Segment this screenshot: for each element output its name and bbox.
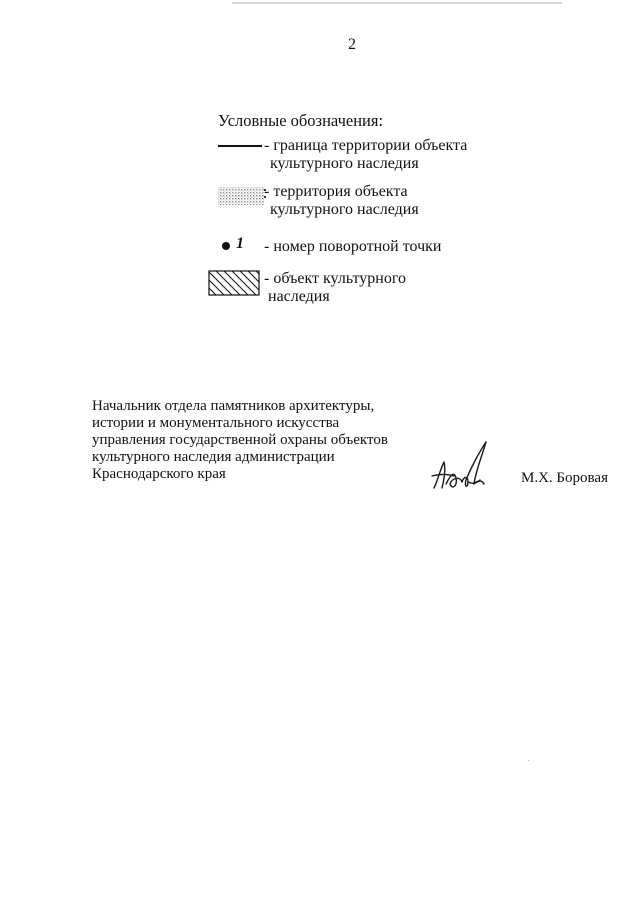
page-number: 2 bbox=[348, 36, 356, 53]
handwritten-signature bbox=[428, 440, 500, 501]
legend-text-line: культурного наследия bbox=[270, 201, 419, 218]
signatory-position bbox=[92, 398, 388, 483]
signatory-position-line: управления государственной охраны объектов bbox=[92, 432, 388, 448]
legend-item-heritage-object bbox=[208, 270, 508, 310]
legend-item-boundary bbox=[208, 137, 508, 177]
legend-text-line: культурного наследия bbox=[270, 155, 419, 172]
scan-speck bbox=[528, 760, 529, 761]
legend-item-turning-point bbox=[208, 235, 508, 260]
signatory-position-line: Начальник отдела памятников архитектуры, bbox=[92, 398, 375, 414]
legend-text-line: наследия bbox=[268, 288, 330, 305]
signatory-name: М.Х. Боровая bbox=[521, 470, 608, 486]
legend-title: Условные обозначения: bbox=[218, 111, 384, 130]
signatory-position-line: Краснодарского края bbox=[92, 466, 226, 482]
legend-text-line: - территория объекта bbox=[264, 183, 408, 200]
territory-fill-icon bbox=[208, 183, 268, 212]
legend-text-line: - номер поворотной точки bbox=[264, 238, 442, 255]
top-scan-rule bbox=[232, 2, 562, 4]
legend-item-label bbox=[264, 137, 467, 173]
legend-text-line: - объект культурного bbox=[264, 270, 407, 287]
legend-item-territory bbox=[208, 183, 508, 223]
hatched-box-icon bbox=[208, 270, 268, 303]
signatory-position-line: истории и монументального искусства bbox=[92, 415, 340, 431]
legend-text-line: - граница территории объекта bbox=[264, 137, 468, 154]
signatory-position-line: культурного наследия администрации bbox=[92, 449, 335, 465]
legend-item-label bbox=[264, 183, 419, 219]
legend-item-label bbox=[264, 238, 441, 256]
turning-point-number: 1 bbox=[236, 235, 244, 252]
legend-item-label bbox=[264, 270, 406, 306]
